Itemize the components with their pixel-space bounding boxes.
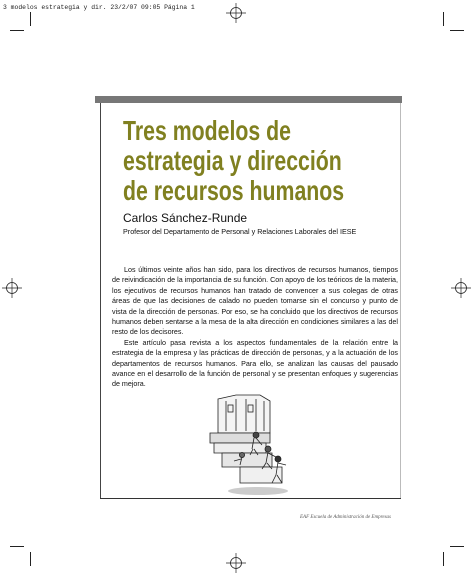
abstract-paragraph: Los últimos veinte años han sido, para los directivos de recursos humanos, tiempos de reivindicación de la importancia de su función. Con apoyo de los teóricos de la materia, los ejecutivos de recursos humanos han tratado de convencer a sus colegas de otras áreas de que las decisiones de calado no pueden tomarse sin el concurso y punto de vista de la dirección de personas. Por eso, se ha concluido que los directivos de recursos humanos deben sentarse a la mesa de la alta dirección en condiciones similares a las del resto de los decisores. [112,266,398,337]
title-line: Tres modelos de [123,115,291,146]
footer-publisher: EAF Escuela de Administración de Empresas [300,515,391,520]
right-rule [400,103,401,498]
left-rule [100,103,101,498]
author-name: Carlos Sánchez-Runde [123,211,248,225]
crop-mark-icon [450,546,464,547]
title-line: estrategia y dirección [123,145,342,176]
crop-mark-icon [30,552,31,566]
registration-mark-icon [226,553,246,573]
registration-mark-icon [451,278,471,298]
crop-mark-icon [443,552,444,566]
cartoon-illustration [196,393,306,503]
crop-mark-icon [443,12,444,26]
abstract [112,265,398,390]
crop-mark-icon [10,30,24,31]
abstract-paragraph: Este artículo pasa revista a los aspectos fundamentales de la relación entre la estrategia de la empresa y las prácticas de dirección de personas, y a la actuación de los departamentos de recursos humanos. Para ello, se analizan las causas del pausado avance en el desarrollo de la función de personal y se presentan enfoques y sugerencias de mejora. [112,338,398,389]
title-line: de recursos humanos [123,175,345,206]
crop-mark-icon [30,12,31,26]
registration-mark-icon [226,3,246,23]
print-slug-line: 3 modelos estrategia y dir. 23/2/07 09:05 Página 1 [3,4,195,11]
article-title [123,115,345,206]
crop-mark-icon [450,30,464,31]
registration-mark-icon [2,278,22,298]
header-bar [95,96,402,103]
crop-mark-icon [10,546,24,547]
author-affiliation: Profesor del Departamento de Personal y Relaciones Laborales del IESE [123,227,357,236]
